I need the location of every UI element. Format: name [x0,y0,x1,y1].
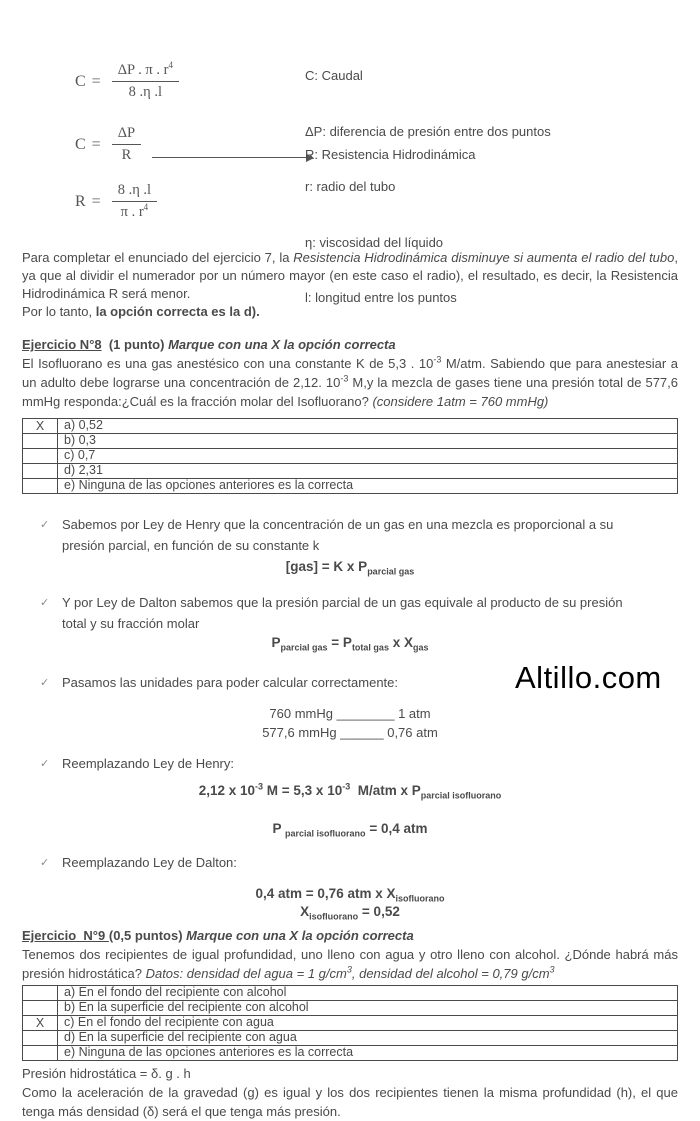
legend-item-viscosidad: η: viscosidad del líquido [305,234,444,250]
option-label-cell: b) En la superficie del recipiente con alcohol [58,1001,678,1016]
option-label-cell: c) En el fondo del recipiente con agua [58,1016,678,1031]
check-icon: ✓ [40,519,50,531]
henry-substitution-formula: 2,12 x $10^{-3}$ M = 5,3 x $10^{-3}$ M/atm x $P_{parcial isofluorano}$ [198,781,502,801]
formula-lhs: C = [75,72,102,90]
check-icon: ✓ [40,758,50,770]
exercise7-conclusion-paragraph: Para completar el enunciado del ejercicio 7, la Resistencia Hidrodinámica disminuye si aumenta el radio del tubo, ya que al dividir el numerador por un número mayor (en este caso el radio), el resultado, es decir, la Resistencia Hidrodinámica R será menor. [22,250,682,301]
exercise9-statement: Tenemos dos recipientes de igual profundidad, uno lleno con agua y otro lleno con alcohol. ¿Dónde habrá más presión hidrostática? Datos: densidad del agua = 1 $g/cm^3$, densidad del alcohol = 0,79 $g/cm^3$ [22,947,682,981]
molar-fraction-result: $X_{isofluorano} = 0,52$ [300,904,400,922]
option-mark-cell [23,479,58,494]
check-icon: ✓ [40,677,50,689]
resistencia-label: R: Resistencia Hidrodinámica [305,147,476,162]
exercise8-options-table [22,418,678,494]
option-mark-cell [23,1046,58,1061]
option-row-b [23,1001,678,1016]
option-row-a [23,419,678,434]
bullet-text: Sabemos por Ley de Henry que la concentración de un gas en una mezcla es proporcional a su presión parcial, en función de su constante k [62,517,614,553]
option-mark-cell: X [23,1016,58,1031]
bullet-text: Reemplazando Ley de Henry: [62,756,234,771]
legend-item-radio: r: radio del tubo [305,179,396,194]
option-mark-cell [23,1031,58,1046]
option-row-c [23,1016,678,1031]
bullet-text: Pasamos las unidades para poder calcular correctamente: [62,675,399,690]
formula-legend [305,30,551,345]
option-mark-cell [23,1001,58,1016]
option-label-cell: d) 2,31 [58,464,678,479]
option-label-cell: a) 0,52 [58,419,678,434]
fraction-denominator: R [121,147,132,163]
fraction [112,125,141,164]
option-row-d [23,464,678,479]
partial-pressure-result: P $_{parcial isofluorano}$ = 0,4 atm [272,821,428,839]
legend-item-delta-p: ΔP: diferencia de presión entre dos puntos [305,123,551,139]
option-label-cell: d) En la superficie del recipiente con agua [58,1031,678,1046]
solution-bullet-dalton-law [22,592,678,634]
bullet-text: Reemplazando Ley de Dalton: [62,855,237,870]
solution-bullet-replace-henry [22,753,678,775]
exercise8-statement: El Isofluorano es una gas anestésico con una constante K de 5,3 . $10^{-3}$ M/atm. Sabiendo que para anestesiar a un adulto debe lograrse una concentración de 2,12. $10^{-3}$ M,y la mezcla de gases tiene una presión total de 577,6 mmHg responda:¿Cuál es la fracción molar del Isofluorano? (considere 1atm = 760 mmHg) [22,354,682,409]
option-mark-cell [23,434,58,449]
exercise9-heading: Ejercicio N°9 (0,5 puntos) Marque con una X la opción correcta [22,928,414,943]
fraction-numerator: ΔP [112,125,141,145]
option-mark-cell [23,986,58,1001]
fraction-numerator: 8 .η .l [112,182,157,202]
option-label-cell: c) 0,7 [58,449,678,464]
fraction-denominator: π . $r^4$ [120,202,149,220]
solution-bullet-replace-dalton [22,852,678,874]
check-icon: ✓ [40,857,50,869]
option-mark-cell: X [23,419,58,434]
fraction-numerator: ΔP . π . $r^4$ [112,62,179,82]
option-label-cell: a) En el fondo del recipiente con alcohol [58,986,678,1001]
henry-law-formula: [gas] = K x $P_{parcial gas}$ [285,559,415,577]
formula-lhs: C = [75,135,102,153]
bullet-text: Y por Ley de Dalton sabemos que la presión parcial de un gas equivale al producto de su presión total y su fracción molar [62,595,623,631]
legend-item-caudal: C: Caudal [305,68,363,83]
unit-conversion-line-1: 760 mmHg ________ 1 atm [269,706,431,721]
option-label-cell: b) 0,3 [58,434,678,449]
exercise8-heading: Ejercicio N°8 (1 punto) Marque con una X la opción correcta [22,337,396,352]
option-label-cell: e) Ninguna de las opciones anteriores es la correcta [58,1046,678,1061]
altillo-watermark: Altillo.com [515,660,662,695]
legend-item-longitud: l: longitud entre los puntos [305,290,457,305]
formula-caudal-poiseuille [75,62,179,101]
option-mark-cell [23,464,58,479]
dalton-law-formula: $P_{parcial gas} = P_{total gas}$ x $X_{gas}$ [271,635,429,653]
formula-resistencia [75,182,157,221]
unit-conversion-line-2: 577,6 mmHg ______ 0,76 atm [262,725,438,740]
fraction [112,182,157,221]
hydrostatic-pressure-formula: Presión hidrostática = δ. g . h [22,1066,191,1081]
option-row-e [23,1046,678,1061]
fraction-denominator: 8 .η .l [128,84,163,100]
option-row-e [23,479,678,494]
exercise7-answer-line: Por lo tanto, la opción correcta es la d). [22,304,260,319]
exercise9-explanation: Como la aceleración de la gravedad (g) es igual y los dos recipientes tienen la misma profundidad (h), el que tenga más densidad (δ) será el que tenga más presión. [22,1085,682,1119]
check-icon: ✓ [40,597,50,609]
fraction [112,62,179,101]
solution-bullet-henry-law [22,514,678,556]
option-row-c [23,449,678,464]
option-row-a [23,986,678,1001]
option-label-cell: e) Ninguna de las opciones anteriores es la correcta [58,479,678,494]
right-arrow-icon [152,157,312,158]
dalton-substitution-formula: 0,4 atm = 0,76 atm x $X_{isofluorano}$ [255,886,445,904]
option-row-b [23,434,678,449]
exercise9-options-table [22,985,678,1061]
option-row-d [23,1031,678,1046]
formula-lhs: R = [75,192,102,210]
formula-caudal-resistencia [75,125,141,164]
option-mark-cell [23,449,58,464]
